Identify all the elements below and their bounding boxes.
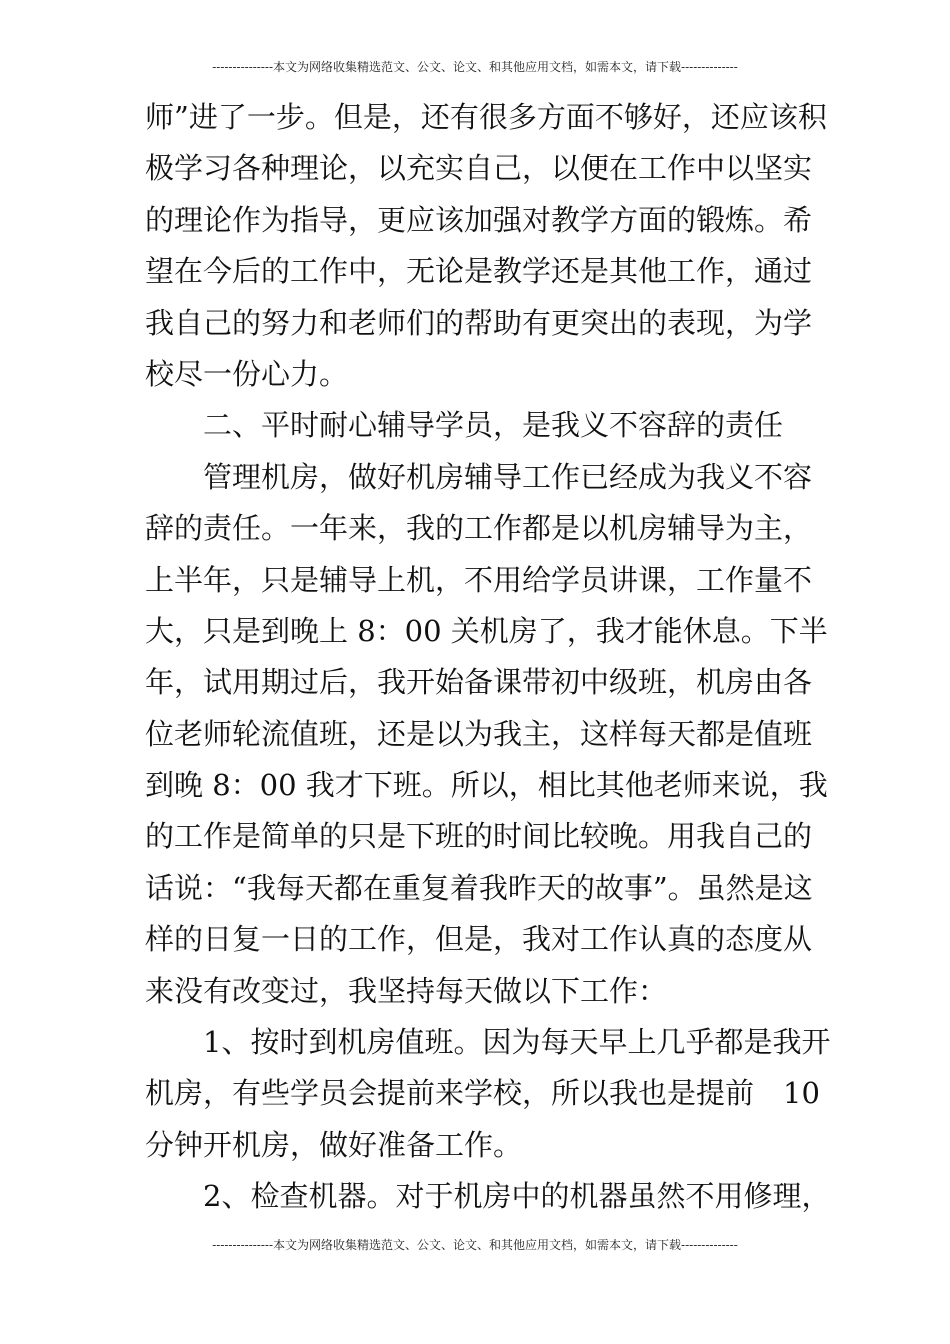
page-header: ---------------本文为网络收集精选范文、公文、论文、和其他应用文档，如需本文，请下载--------------: [212, 60, 738, 74]
text-line: 望在今后的工作中，无论是教学还是其他工作，通过: [145, 254, 813, 289]
text-line: 到晚 8：00 我才下班。所以，相比其他老师来说，我: [145, 768, 828, 803]
text-line: 校尽一份心力。: [145, 356, 349, 391]
section-heading: 二、平时耐心辅导学员，是我义不容辞的责任: [203, 408, 784, 443]
text-line: 话说：“我每天都在重复着我昨天的故事”。虽然是这: [145, 870, 813, 905]
text-line: 样的日复一日的工作，但是，我对工作认真的态度从: [145, 922, 813, 957]
document-body: [145, 92, 831, 1223]
text-line: 极学习各种理论，以充实自己，以便在工作中以坚实: [145, 151, 813, 186]
text-line: 的理论作为指导，更应该加强对教学方面的锻炼。希: [145, 202, 813, 237]
text-line: 位老师轮流值班，还是以为我主，这样每天都是值班: [145, 716, 813, 751]
text-line: 师”进了一步。但是，还有很多方面不够好，还应该积: [145, 100, 827, 134]
text-line: 分钟开机房，做好准备工作。: [145, 1127, 523, 1162]
text-line: 的工作是简单的只是下班的时间比较晚。用我自己的: [145, 819, 813, 854]
text-line: 上半年，只是辅导上机，不用给学员讲课，工作量不: [145, 562, 813, 597]
text-line: 大，只是到晚上 8：00 关机房了，我才能休息。下半: [145, 613, 828, 648]
text-line: 辞的责任。一年来，我的工作都是以机房辅导为主，: [145, 511, 813, 546]
text-line: 我自己的努力和老师们的帮助有更突出的表现，为学: [145, 305, 813, 340]
text-line: 2、检查机器。对于机房中的机器虽然不用修理，: [203, 1179, 831, 1214]
text-line: 管理机房，做好机房辅导工作已经成为我义不容: [203, 459, 813, 494]
text-line: 机房，有些学员会提前来学校，所以我也是提前 10: [145, 1076, 820, 1111]
page-footer: ---------------本文为网络收集精选范文、公文、论文、和其他应用文档，如需本文，请下载--------------: [212, 1238, 738, 1252]
text-line: 来没有改变过，我坚持每天做以下工作：: [145, 973, 668, 1008]
text-line: 年，试用期过后，我开始备课带初中级班，机房由各: [145, 665, 813, 700]
text-line: 1、按时到机房值班。因为每天早上几乎都是我开: [203, 1025, 831, 1060]
